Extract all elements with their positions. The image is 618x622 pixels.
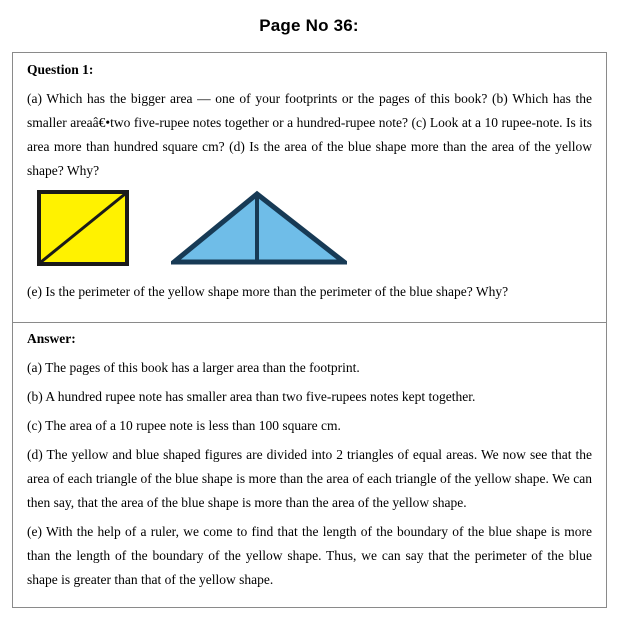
answer-paragraph-b: (b) A hundred rupee note has smaller area than two five-rupees notes kept together.	[27, 389, 476, 405]
figure-row	[27, 190, 592, 276]
question-heading: Question 1:	[27, 62, 94, 77]
answer-block	[13, 323, 606, 603]
answer-paragraph-a: (a) The pages of this book has a larger area than the footprint.	[27, 360, 360, 376]
question-paragraph-e: (e) Is the perimeter of the yellow shape more than the perimeter of the blue shape? Why?	[27, 284, 509, 300]
question-block	[13, 53, 606, 323]
page-title: Page No 36:	[259, 16, 359, 35]
answer-paragraph-d: (d) The yellow and blue shaped figures are divided into 2 triangles of equal areas. We now see that the area of each triangle of the blue shape is more than the area of each triangle of the yellow shape. We can then say, that the area of the blue shape is more than the area of the yellow shape.	[27, 447, 592, 511]
content-frame	[12, 52, 607, 608]
answer-heading: Answer:	[27, 331, 76, 346]
answer-paragraph-c: (c) The area of a 10 rupee note is less than 100 square cm.	[27, 418, 341, 434]
yellow-square-figure	[37, 190, 129, 266]
question-paragraph-a-d: (a) Which has the bigger area — one of your footprints or the pages of this book? (b) Which has the smaller areaâ€•two five-rupee notes together or a hundred-rupee note? (c) Look at a 10 rupee-note. Is its area more than hundred square cm? (d) Is the area of the blue shape more than the area of the yellow shape? Why?	[27, 91, 592, 179]
blue-triangle-figure	[171, 190, 347, 266]
answer-paragraph-e: (e) With the help of a ruler, we come to find that the length of the boundary of the blue shape is more than the length of the boundary of the yellow shape. Thus, we can say that the perimeter of the blue shape is greater than that of the yellow shape.	[27, 524, 592, 588]
